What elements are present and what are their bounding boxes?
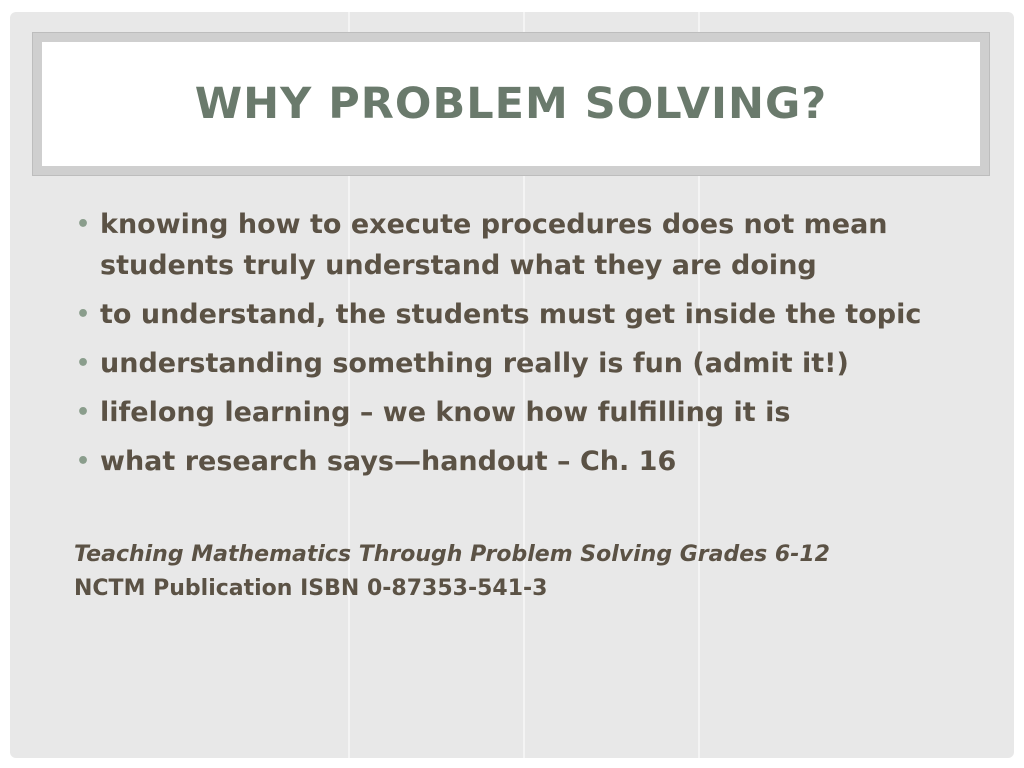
title-panel — [42, 42, 980, 166]
bullet-marker: • — [76, 449, 91, 474]
citation-book-title: Teaching Mathematics Through Problem Solving Grades 6-12 — [74, 542, 830, 567]
bullet-text: knowing how to execute procedures does not mean students truly understand what they are doing — [100, 209, 888, 281]
bullet-text: understanding something really is fun (admit it!) — [100, 348, 849, 379]
bullet-item — [72, 294, 972, 335]
bullet-marker: • — [76, 400, 91, 425]
bullet-item — [72, 392, 972, 433]
bullet-list — [72, 204, 972, 490]
slide-title: WHY PROBLEM SOLVING? — [194, 79, 828, 129]
citation — [74, 538, 974, 606]
bullet-marker: • — [76, 302, 91, 327]
bullet-item — [72, 204, 972, 286]
title-frame — [32, 32, 990, 176]
slide — [10, 12, 1014, 758]
bullet-item — [72, 343, 972, 384]
bullet-marker: • — [76, 351, 91, 376]
bullet-text: lifelong learning – we know how fulfilling it is — [100, 397, 791, 428]
bullet-text: to understand, the students must get inside the topic — [100, 299, 922, 330]
bullet-marker: • — [76, 212, 91, 237]
bullet-text: what research says—handout – Ch. 16 — [100, 446, 677, 477]
citation-publication: NCTM Publication ISBN 0-87353-541-3 — [74, 576, 548, 601]
bullet-item — [72, 441, 972, 482]
